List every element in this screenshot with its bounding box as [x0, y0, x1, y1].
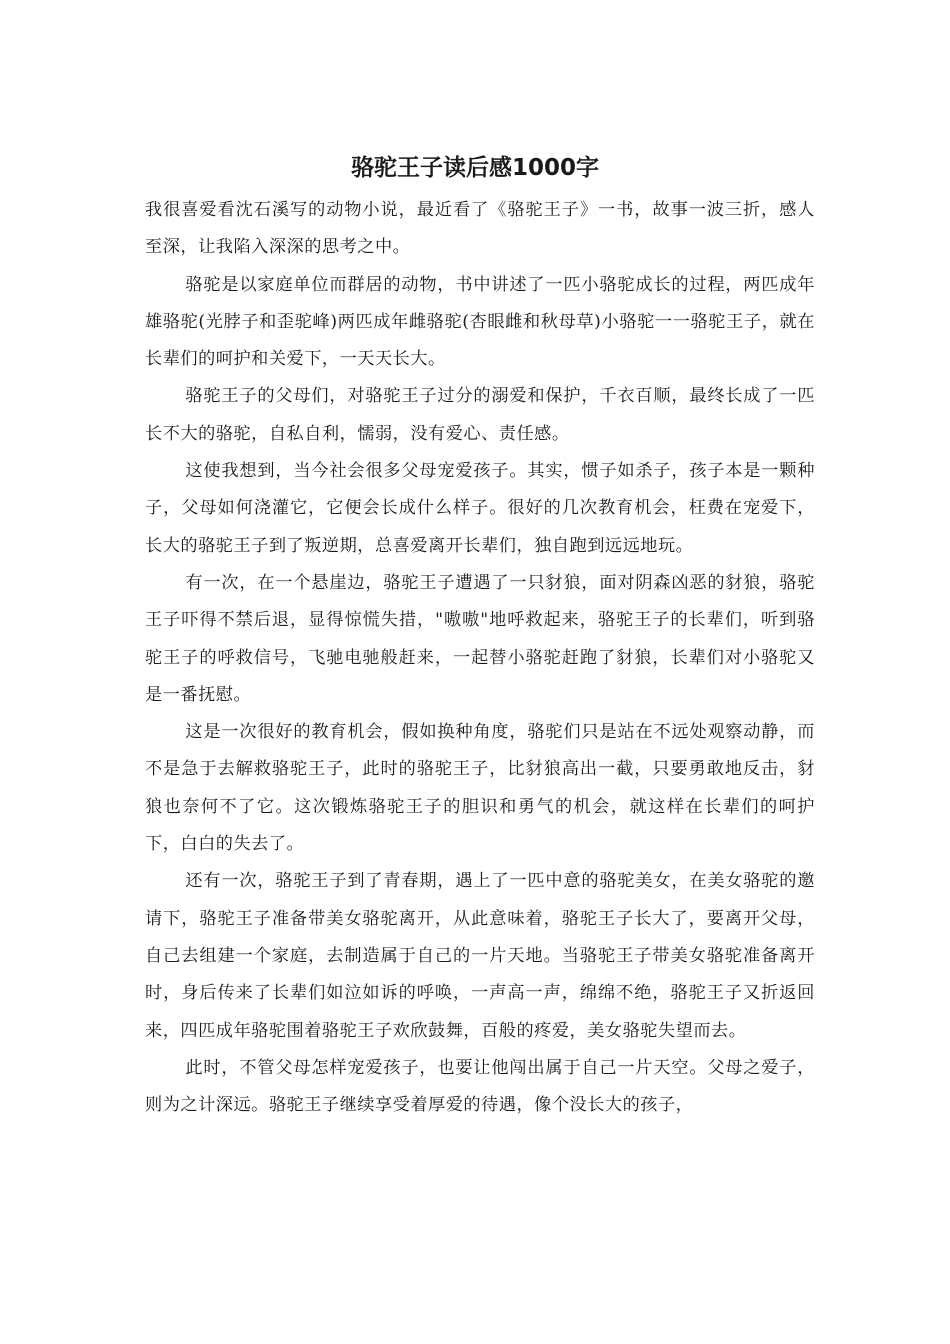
paragraph-7: 还有一次，骆驼王子到了青春期，遇上了一匹中意的骆驼美女，在美女骆驼的邀请下，骆驼王子准备带美女骆驼离开，从此意味着，骆驼王子长大了，要离开父母，自己去组建一个家庭，去制造属于自己的一片天地。当骆驼王子带美女骆驼准备离开时，身后传来了长辈们如泣如诉的呼唤，一声高一声，绵绵不绝，骆驼王子又折返回来，四匹成年骆驼围着骆驼王子欢欣鼓舞，百般的疼爱，美女骆驼失望而去。 [145, 871, 815, 1041]
document-title: 骆驼王子读后感1000字 [350, 155, 599, 181]
document-body [145, 192, 815, 1124]
paragraph-5: 有一次，在一个悬崖边，骆驼王子遭遇了一只豺狼，面对阴森凶恶的豺狼，骆驼王子吓得不禁后退，显得惊慌失措，"嗷嗷"地呼救起来，骆驼王子的长辈们，听到骆驼王子的呼救信号，飞驰电驰般赶来，一起替小骆驼赶跑了豺狼，长辈们对小骆驼又是一番抚慰。 [145, 572, 815, 705]
paragraph-2: 骆驼是以家庭单位而群居的动物，书中讲述了一匹小骆驼成长的过程，两匹成年雄骆驼(光脖子和歪驼峰)两匹成年雌骆驼(杏眼雌和秋母草)小骆驼一一骆驼王子，就在长辈们的呵护和关爱下，一天天长大。 [145, 274, 815, 370]
paragraph-3: 骆驼王子的父母们，对骆驼王子过分的溺爱和保护，千衣百顺，最终长成了一匹长不大的骆驼，自私自利，懦弱，没有爱心、责任感。 [145, 386, 815, 444]
paragraph-4: 这使我想到，当今社会很多父母宠爱孩子。其实，惯子如杀子，孩子本是一颗种子，父母如何浇灌它，它便会长成什么样子。很好的几次教育机会，枉费在宠爱下，长大的骆驼王子到了叛逆期，总喜爱离开长辈们，独自跑到远远地玩。 [145, 461, 815, 556]
paragraph-8: 此时，不管父母怎样宠爱孩子，也要让他闯出属于自己一片天空。父母之爱子，则为之计深远。骆驼王子继续享受着厚爱的待遇，像个没长大的孩子， [145, 1057, 815, 1116]
paragraph-6: 这是一次很好的教育机会，假如换种角度，骆驼们只是站在不远处观察动静，而不是急于去解救骆驼王子，此时的骆驼王子，比豺狼高出一截，只要勇敢地反击，豺狼也奈何不了它。这次锻炼骆驼王子的胆识和勇气的机会，就这样在长辈们的呵护下，白白的失去了。 [145, 722, 815, 855]
paragraph-1: 我很喜爱看沈石溪写的动物小说，最近看了《骆驼王子》一书，故事一波三折，感人至深，让我陷入深深的思考之中。 [145, 200, 815, 258]
